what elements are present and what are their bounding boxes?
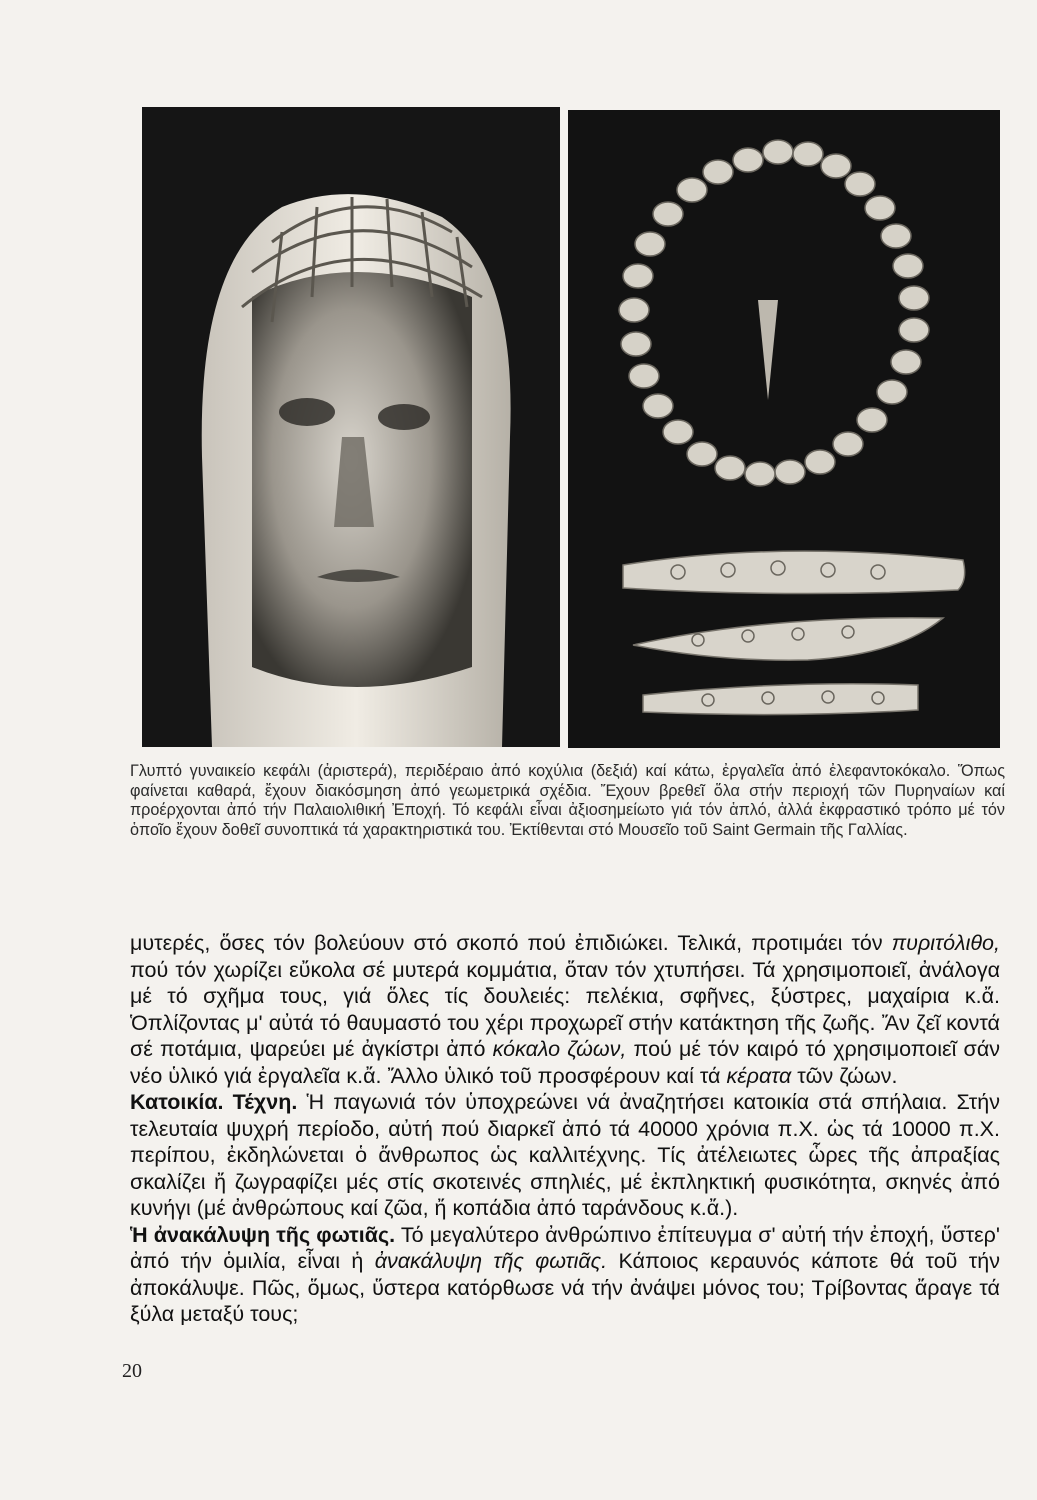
paragraph-tools: μυτερές, ὅσες τόν βολεύουν στό σκοπό πού ἐπιδιώκει. Τελικά, προτιμάει τόν πυριτόλιθο, πού τόν χωρίζει εὔκολα σέ μυτερά κομμάτια, ὅταν τόν χτυπήσει. Τά χρησιμοποιεῖ, ἀνάλογα μέ τό σχῆμα τους, γιά ὅλες τίς δουλειές: πελέκια, σφῆνες, ξύστρες, μαχαίρια κ.ἄ. Ὁπλίζοντας μ' αὐτά τό θαυμαστό του χέρι προχωρεῖ στήν κατάκτηση τῆς ζωῆς. Ἄν ζεῖ κοντά σέ ποτάμια, ψαρεύει μέ ἀγκίστρι ἀπό κόκαλο ζώων, πού μέ τόν καιρό τό χρησιμοποιεῖ σάν νέο ὑλικό γιά ἐργαλεῖα κ.ἄ. Ἄλλο ὑλικό τοῦ προσφέρουν καί τά κέρατα τῶν ζώων. xyxy=(130,931,1001,1088)
section-heading-dwelling: Κατοικία. Τέχνη. xyxy=(130,1090,298,1114)
paragraph-dwelling-art: Κατοικία. Τέχνη. Ἡ παγωνιά τόν ὑποχρεώνει νά ἀναζητήσει κατοικία στά σπήλαια. Στήν τελευταία ψυχρή περίοδο, αὐτή πού διαρκεῖ ἀπό τά 40000 χρόνια π.Χ. ὡς τά 10000 π.Χ. περίπου, ἐκδηλώνεται ὁ ἄνθρωπος ὡς καλλιτέχνης. Τίς ἀτέλειωτες ὧρες τῆς ἀπραξίας σκαλίζει ἤ ζωγραφίζει μές στίς σκοτεινές σπηλιές, μέ ἐκπληκτική φυσικότητα, σκηνές ἀπό κυνήγι (μέ ἀνθρώπους καί ζῶα, ἤ κοπάδια ἀπό ταράνδους κ.ἄ.). xyxy=(130,1090,1000,1220)
figure-caption: Γλυπτό γυναικείο κεφάλι (ἀριστερά), περιδέραιο ἀπό κοχύλια (δεξιά) καί κάτω, ἐργαλεῖα ἀπό ἐλεφαντοκόκαλο. Ὅπως φαίνεται καθαρά, ἔχουν διακόσμηση ἀπό γεωμετρικά σχέδια. Ἔχουν βρεθεῖ ὅλα στήν περιοχή τῶν Πυρηναίων καί προέρχονται ἀπό τήν Παλαιολιθική Ἐποχή. Τό κεφάλι εἶναι ἀξιοσημείωτο γιά τόν ἁπλό, ἀλλά ἐκφραστικό τρόπο μέ τόν ὁποῖο ἔχουν δοθεῖ συνοπτικά τά χαρακτηριστικά του. Ἐκτίθενται στό Μουσεῖο τοῦ Saint Germain τῆς Γαλλίας. xyxy=(130,762,1005,839)
photo-carved-head xyxy=(142,107,560,747)
paragraph-fire: Ἡ ἀνακάλυψη τῆς φωτιᾶς. Τό μεγαλύτερο ἀνθρώπινο ἐπίτευγμα σ' αὐτή τήν ἐποχή, ὕστερ' ἀπό τήν ὁμιλία, εἶναι ἡ ἀνακάλυψη τῆς φωτιᾶς. Κάποιος κεραυνός κάποτε θά τοῦ τήν ἀποκάλυψε. Πῶς, ὅμως, ὕστερα κατόρθωσε νά τήν ἀνάψει μόνος του; Τρίβοντας ἄραγε τά ξύλα μεταξύ τους; xyxy=(130,1222,1001,1326)
section-heading-fire: Ἡ ἀνακάλυψη τῆς φωτιᾶς. xyxy=(130,1222,396,1247)
photo-necklace-and-tools xyxy=(568,110,1000,748)
page-number: 20 xyxy=(122,1360,142,1382)
body-text xyxy=(130,930,1000,1328)
